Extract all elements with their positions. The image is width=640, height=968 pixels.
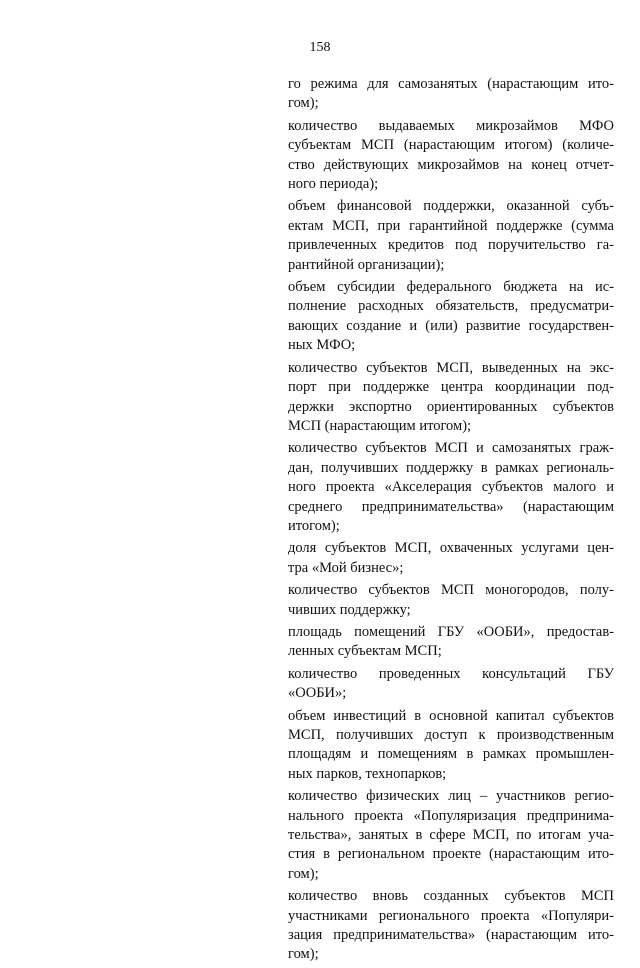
- text-line: количество проведенных консультаций ГБУ: [288, 665, 614, 682]
- text-line: нального проекта «Популяризация предпринима-: [288, 807, 614, 824]
- text-line: ного проекта «Акселерация субъектов малого и: [288, 479, 614, 496]
- text-line: ных парков, технопарков;: [288, 765, 447, 782]
- list-item: [288, 278, 614, 356]
- list-item: [288, 665, 614, 704]
- text-line: МСП (нарастающим итогом);: [288, 417, 472, 434]
- text-line: гом);: [288, 95, 319, 112]
- text-line: держки экспортно ориентированных субъектов: [288, 398, 614, 415]
- text-line: доля субъектов МСП, охваченных услугами цен-: [288, 540, 614, 557]
- text-line: площадям и помещениям в рамках промышлен-: [288, 746, 614, 763]
- list-item: [288, 75, 614, 114]
- text-line: объем финансовой поддержки, оказанной субъ-: [288, 198, 614, 215]
- text-line: полнение расходных обязательств, предусматри-: [288, 298, 614, 315]
- text-line: итогом);: [288, 517, 340, 534]
- text-line: количество физических лиц – участников регио-: [288, 788, 614, 805]
- text-line: количество выдаваемых микрозаймов МФО: [288, 117, 614, 134]
- text-line: порт при поддержке центра координации под-: [288, 379, 614, 396]
- document-body: [288, 75, 614, 968]
- text-line: ного периода);: [288, 176, 379, 193]
- text-line: площадь помещений ГБУ «ООБИ», предостав-: [288, 623, 614, 640]
- text-line: участниками регионального проекта «Популяри-: [288, 907, 614, 924]
- text-line: объем субсидии федерального бюджета на ис-: [288, 279, 614, 296]
- list-item: [288, 359, 614, 437]
- text-line: вающих создание и (или) развитие государствен-: [288, 317, 614, 334]
- list-item: [288, 707, 614, 785]
- text-line: количество субъектов МСП, выведенных на экс-: [288, 359, 614, 376]
- page-number: 158: [309, 40, 331, 55]
- text-line: ектам МСП, при гарантийной поддержке (сумма: [288, 217, 614, 234]
- text-line: стия в региональном проекте (нарастающим ито-: [288, 846, 614, 863]
- list-item: [288, 117, 614, 195]
- text-line: количество субъектов МСП моногородов, полу-: [288, 582, 614, 599]
- list-item: [288, 439, 614, 536]
- text-line: зация предпринимательства» (нарастающим ито-: [288, 927, 614, 944]
- text-line: ленных субъектам МСП;: [288, 643, 442, 660]
- list-item: [288, 581, 614, 620]
- text-line: гом);: [288, 865, 319, 882]
- text-line: чивших поддержку;: [288, 601, 411, 618]
- text-line: среднего предпринимательства» (нарастающим: [288, 498, 614, 515]
- text-line: количество вновь созданных субъектов МСП: [288, 888, 614, 905]
- text-line: тельства», занятых в сфере МСП, по итогам уча-: [288, 827, 614, 844]
- text-line: го режима для самозанятых (нарастающим ито-: [288, 76, 614, 92]
- text-line: МСП, получивших доступ к производственным: [288, 727, 614, 743]
- list-item: [288, 539, 614, 578]
- text-line: субъектам МСП (нарастающим итогом) (количе-: [288, 137, 614, 154]
- text-line: привлеченных кредитов под поручительство га-: [288, 237, 614, 254]
- text-line: тра «Мой бизнес»;: [288, 559, 404, 576]
- text-line: ство действующих микрозаймов на конец отчет-: [288, 156, 614, 173]
- text-line: гом);: [288, 946, 319, 963]
- list-item: [288, 623, 614, 662]
- text-line: ных МФО;: [288, 337, 356, 354]
- text-line: «ООБИ»;: [288, 685, 347, 702]
- list-item: [288, 887, 614, 965]
- text-line: количество субъектов МСП и самозанятых граж-: [288, 440, 614, 457]
- text-line: объем инвестиций в основной капитал субъектов: [288, 707, 614, 724]
- list-item: [288, 787, 614, 884]
- list-item: [288, 197, 614, 275]
- text-line: дан, получивших поддержку в рамках региональ-: [288, 459, 614, 476]
- text-line: рантийной организации);: [288, 256, 445, 273]
